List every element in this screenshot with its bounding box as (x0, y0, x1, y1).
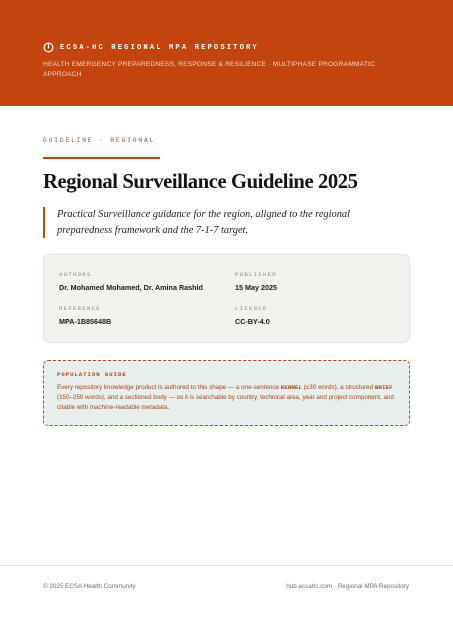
reference-label: REFERENCE (59, 305, 101, 312)
published-label: PUBLISHED (235, 271, 277, 278)
copyright-text: © 2025 ECSA Health Community (43, 583, 136, 590)
brand-title: ECSA-HC REGIONAL MPA REPOSITORY (60, 43, 259, 52)
licence-label: LICENCE (235, 305, 268, 312)
brand[interactable] (43, 42, 259, 53)
footer-divider (0, 565, 453, 566)
power-icon (43, 42, 54, 53)
population-guide-box (43, 360, 410, 426)
document-type-label: GUIDELINE · REGIONAL (43, 137, 156, 144)
document-lede: Practical Surveillance guidance for the region, aligned to the regional preparedness framework and the 7-1-7 target. (43, 207, 373, 238)
kernel-term: KERNEL (280, 384, 302, 391)
metadata-card (43, 254, 410, 343)
authors-value: Dr. Mohamed Mohamed, Dr. Amina Rashid (59, 283, 203, 292)
header-tagline: HEALTH EMERGENCY PREPAREDNESS, RESPONSE & RESILIENCE · MULTIPHASE PROGRAMMATIC APPROACH (43, 61, 375, 78)
brief-term: BRIEF (374, 384, 393, 391)
footer-site-link[interactable]: hub.ecsahc.com · Regional MPA Repository (286, 583, 409, 590)
site-header (0, 0, 453, 106)
page-title: Regional Surveillance Guideline 2025 (43, 171, 358, 193)
reference-value: MPA-1B85648B (59, 317, 112, 326)
published-value: 15 May 2025 (235, 283, 277, 292)
guide-text-part: (≤30 words), a structured (301, 384, 375, 391)
guide-text-part: (150–250 words), and a sectioned body — so it is searchable by country, technical area, year and project component, and citable with machine-readable metadata. (57, 394, 394, 411)
guide-text (57, 383, 399, 413)
accent-divider (43, 157, 160, 159)
guide-text-part: Every repository knowledge product is authored to this shape — a one-sentence (57, 384, 281, 391)
licence-value: CC-BY-4.0 (235, 317, 270, 326)
guide-title: POPULATION GUIDE (57, 371, 127, 378)
authors-label: AUTHORS (59, 271, 92, 278)
